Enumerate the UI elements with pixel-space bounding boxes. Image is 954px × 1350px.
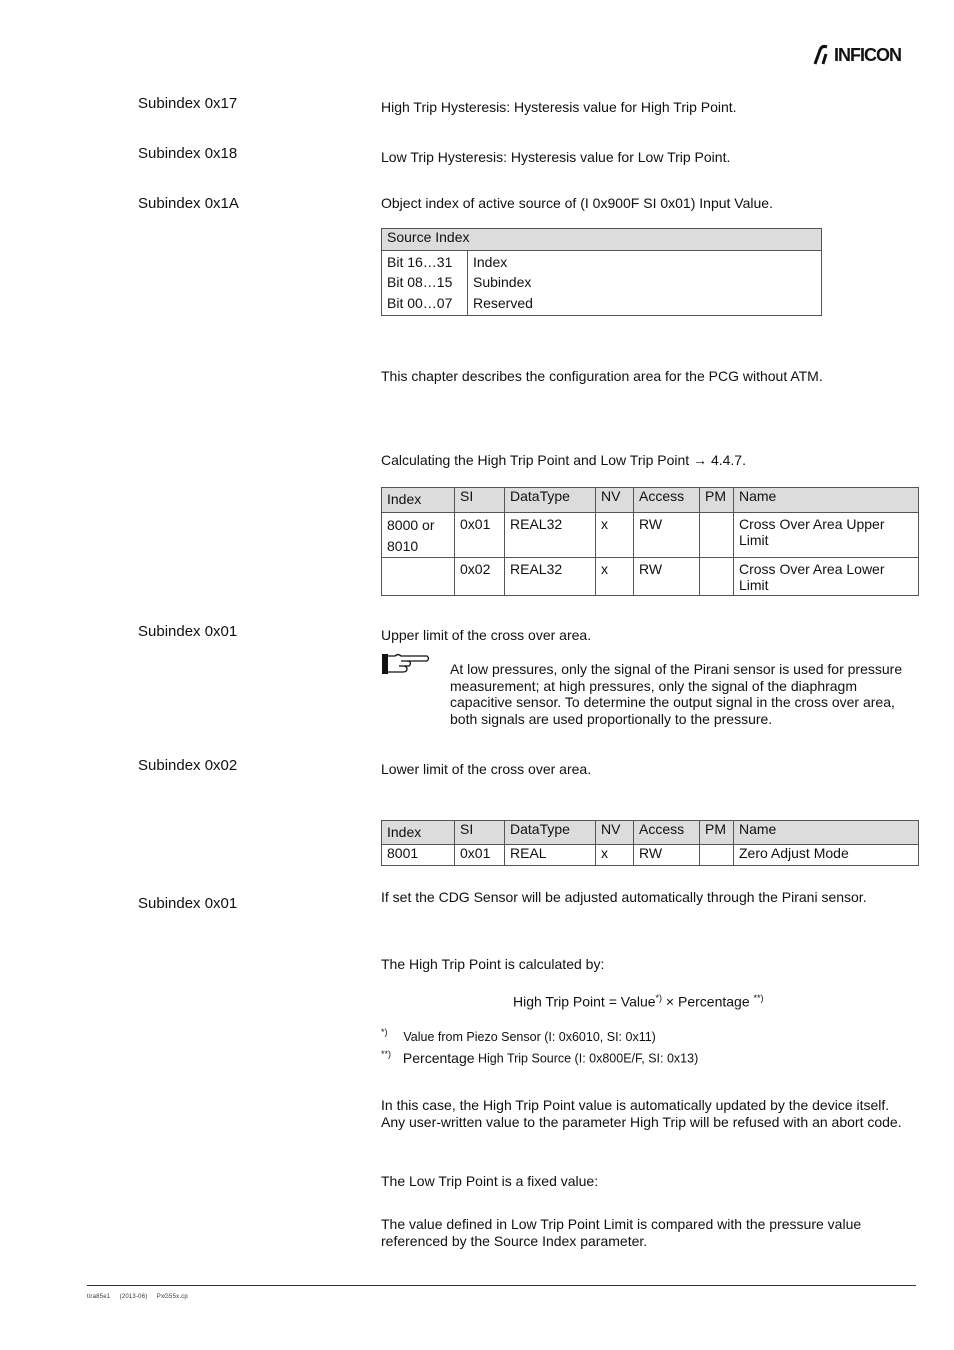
- footnote-mark: *): [381, 1027, 388, 1037]
- table-cell: 0x01: [455, 513, 505, 558]
- table-cell: Subindex: [468, 274, 822, 295]
- table-header-row: [382, 821, 919, 845]
- note-text: At low pressures, only the signal of the Pirani sensor is used for pressure measurement; at high pressures, only the signal of the diaphragm capacitive sensor. To determine the output signal in the cross over area, both signals are used proportionally to the pressure.: [450, 661, 903, 727]
- auto-update-text: In this case, the High Trip Point value is automatically updated by the device itself. Any user-written value to the parameter High Trip will be refused with an abort code.: [381, 1097, 902, 1130]
- inficon-logo-icon: [812, 44, 834, 66]
- subindex-label: Subindex 0x17: [138, 95, 238, 112]
- table-cell: Reserved: [468, 295, 822, 316]
- footer-divider: [87, 1285, 916, 1286]
- crossover-table: [381, 487, 919, 596]
- table-row: [382, 513, 919, 558]
- table-cell: [700, 558, 734, 596]
- formula-left: High Trip Point = Value: [513, 993, 656, 1010]
- table-cell: Index: [468, 251, 822, 275]
- calculation-reference: Calculating the High Trip Point and Low Trip Point → 4.4.7.: [381, 452, 746, 468]
- table-cell: 0x02: [455, 558, 505, 596]
- table-cell: REAL32: [505, 558, 596, 596]
- table-header: DataType: [505, 821, 596, 845]
- table-cell: REAL: [505, 845, 596, 866]
- table-cell: Bit 16…31: [382, 251, 468, 275]
- high-trip-formula: [513, 993, 764, 1010]
- table-header: PM: [700, 488, 734, 513]
- subindex-description: Object index of active source of (I 0x900F SI 0x01) Input Value.: [381, 195, 773, 211]
- source-index-table: [381, 228, 822, 316]
- table-row: [382, 251, 822, 275]
- footnote: [381, 1049, 698, 1066]
- inficon-logo: [812, 44, 901, 66]
- footnote-prefix: Percentage: [402, 1049, 475, 1066]
- table-cell: x: [596, 513, 634, 558]
- footnote-text: High Trip Source (I: 0x800E/F, SI: 0x13): [474, 1051, 699, 1066]
- chapter-description: This chapter describes the configuration area for the PCG without ATM.: [381, 368, 823, 384]
- table-header: DataType: [505, 488, 596, 513]
- subindex-description: Low Trip Hysteresis: Hysteresis value for Low Trip Point.: [381, 149, 731, 165]
- table-cell: x: [596, 558, 634, 596]
- table-cell: 0x01: [455, 845, 505, 866]
- low-trip-text: The Low Trip Point is a fixed value:: [381, 1173, 599, 1189]
- subindex-label: Subindex 0x18: [138, 145, 238, 162]
- table-cell: Cross Over Area Upper Limit: [734, 513, 919, 558]
- table-header: Index: [382, 821, 455, 845]
- footer-text: tira85e1 (2013-06) PxG55x.cp: [87, 1294, 188, 1300]
- table-cell: Bit 08…15: [382, 274, 468, 295]
- table-cell: [700, 513, 734, 558]
- table-row: [382, 274, 822, 295]
- table-cell: 8001: [382, 845, 455, 866]
- subindex-label: Subindex 0x02: [138, 757, 238, 774]
- table-header: NV: [596, 488, 634, 513]
- footnote: [381, 1027, 656, 1044]
- table-cell: x: [596, 845, 634, 866]
- subindex-label: Subindex 0x01: [138, 623, 238, 640]
- table-header: Access: [634, 821, 700, 845]
- table-header: SI: [455, 821, 505, 845]
- table-header: Index: [382, 488, 455, 513]
- table-row: [382, 558, 919, 596]
- pointing-hand-icon: [381, 652, 431, 681]
- table-header: SI: [455, 488, 505, 513]
- table-cell: RW: [634, 845, 700, 866]
- table-cell: RW: [634, 513, 700, 558]
- table-header: PM: [700, 821, 734, 845]
- subindex-description: Lower limit of the cross over area.: [381, 761, 592, 777]
- table-cell: [700, 845, 734, 866]
- table-cell: Zero Adjust Mode: [734, 845, 919, 866]
- table-cell: REAL32: [505, 513, 596, 558]
- table-row: [382, 845, 919, 866]
- table-cell: [382, 558, 455, 596]
- high-trip-intro: The High Trip Point is calculated by:: [381, 956, 605, 972]
- table-header: Name: [734, 488, 919, 513]
- table-cell: 8000 or 8010: [382, 513, 455, 558]
- compare-text: The value defined in Low Trip Point Limit is compared with the pressure value referenced by the Source Index parameter.: [381, 1216, 862, 1249]
- table-header-row: [382, 488, 919, 513]
- table-header: Name: [734, 821, 919, 845]
- formula-mid: × Percentage: [662, 993, 754, 1010]
- footnote-text: Value from Piezo Sensor (I: 0x6010, SI: 0x11): [403, 1029, 656, 1044]
- table-cell: RW: [634, 558, 700, 596]
- subindex-description: Upper limit of the cross over area.: [381, 627, 592, 643]
- subindex-description: High Trip Hysteresis: Hysteresis value for High Trip Point.: [381, 99, 737, 115]
- table-header: Access: [634, 488, 700, 513]
- table-header: Source Index: [382, 229, 822, 251]
- subindex-label: Subindex 0x01: [138, 895, 238, 912]
- formula-footnote-mark: **): [753, 993, 764, 1003]
- table-row: [382, 295, 822, 316]
- table-cell: Bit 00…07: [382, 295, 468, 316]
- formula-footnote-mark: *): [655, 993, 663, 1003]
- logo-text: INFICON: [834, 44, 901, 65]
- zero-adjust-table: [381, 820, 919, 866]
- table-cell: Cross Over Area Lower Limit: [734, 558, 919, 596]
- subindex-label: Subindex 0x1A: [138, 195, 239, 212]
- subindex-description: If set the CDG Sensor will be adjusted automatically through the Pirani sensor.: [381, 889, 867, 905]
- table-header: NV: [596, 821, 634, 845]
- footnote-mark: **): [381, 1049, 392, 1059]
